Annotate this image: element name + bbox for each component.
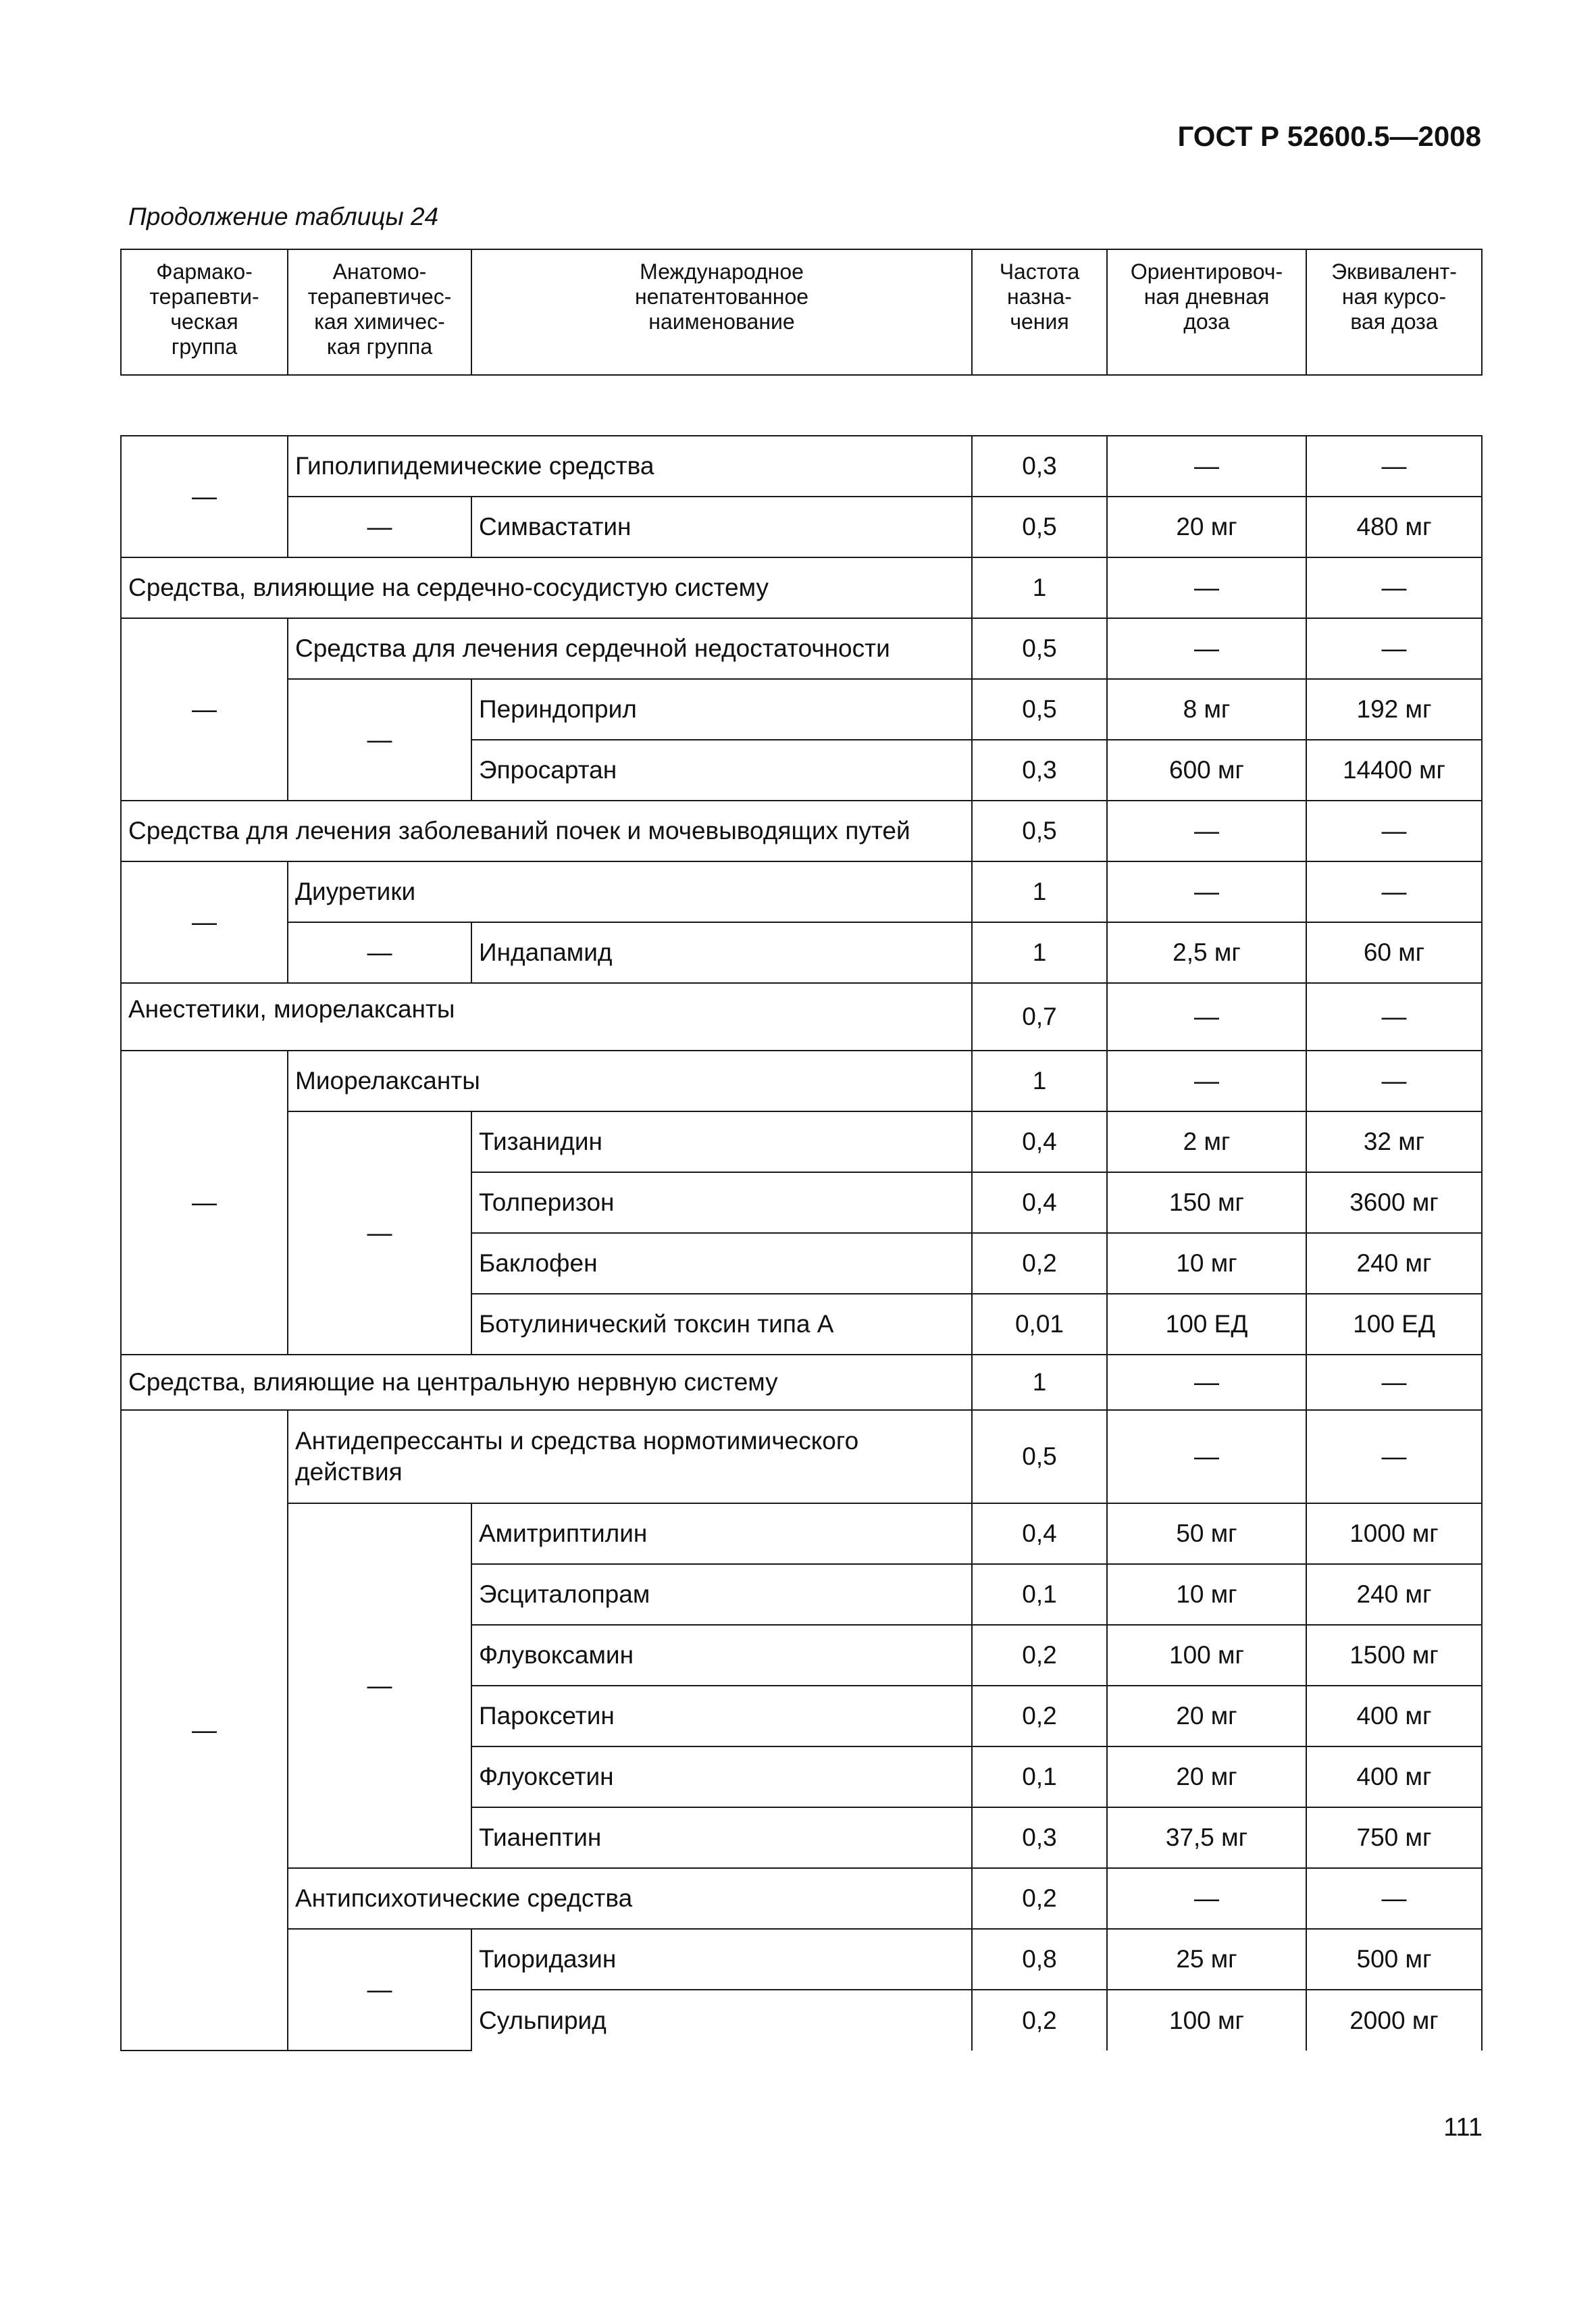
table-row [121, 861, 1482, 922]
daily-dose-cell: 25 мг [1107, 1929, 1306, 1990]
course-dose-cell: 400 мг [1306, 1686, 1482, 1746]
header-gap-row [121, 375, 1482, 436]
course-dose-cell: — [1306, 801, 1482, 861]
course-dose-cell: 240 мг [1306, 1233, 1482, 1294]
frequency-cell: 0,3 [972, 1807, 1107, 1868]
frequency-cell: 0,01 [972, 1294, 1107, 1355]
course-dose-cell: 240 мг [1306, 1564, 1482, 1625]
group-dash: — [121, 436, 288, 557]
frequency-cell: 0,1 [972, 1564, 1107, 1625]
atc-dash: — [288, 497, 471, 557]
table-row [121, 1111, 1482, 1172]
daily-dose-cell: — [1107, 1868, 1306, 1929]
daily-dose-cell: — [1107, 1355, 1306, 1410]
drug-name: Пароксетин [471, 1686, 972, 1746]
atc-dash: — [288, 922, 471, 983]
table-row [121, 436, 1482, 497]
atc-dash: — [288, 1111, 471, 1355]
drug-name: Амитриптилин [471, 1503, 972, 1564]
course-dose-cell: — [1306, 983, 1482, 1051]
group-dash: — [121, 1051, 288, 1355]
group-dash: — [121, 618, 288, 801]
daily-dose-cell: 10 мг [1107, 1564, 1306, 1625]
table-row [121, 557, 1482, 618]
daily-dose-cell: 2,5 мг [1107, 922, 1306, 983]
frequency-cell: 0,5 [972, 618, 1107, 679]
daily-dose-cell: 100 мг [1107, 1990, 1306, 2051]
drug-name: Толперизон [471, 1172, 972, 1233]
course-dose-cell: — [1306, 861, 1482, 922]
table-row [121, 922, 1482, 983]
atc-dash: — [288, 1503, 471, 1868]
group-label: Средства, влияющие на сердечно-сосудистую систему [121, 557, 972, 618]
daily-dose-cell: 50 мг [1107, 1503, 1306, 1564]
table-row [121, 1503, 1482, 1564]
daily-dose-cell: 37,5 мг [1107, 1807, 1306, 1868]
daily-dose-cell: 2 мг [1107, 1111, 1306, 1172]
atc-dash: — [288, 1929, 471, 2051]
group-label: Средства, влияющие на центральную нервную систему [121, 1355, 972, 1410]
course-dose-cell: 14400 мг [1306, 740, 1482, 801]
drug-name: Баклофен [471, 1233, 972, 1294]
daily-dose-cell: — [1107, 557, 1306, 618]
table-row [121, 983, 1482, 1051]
course-dose-cell: 400 мг [1306, 1746, 1482, 1807]
subgroup-label: Диуретики [288, 861, 972, 922]
frequency-cell: 0,5 [972, 801, 1107, 861]
daily-dose-cell: — [1107, 983, 1306, 1051]
daily-dose-cell: — [1107, 861, 1306, 922]
group-dash: — [121, 1410, 288, 2051]
drug-table [120, 249, 1483, 2051]
table-caption: Продолжение таблицы 24 [128, 203, 439, 230]
table-row [121, 497, 1482, 557]
daily-dose-cell: 10 мг [1107, 1233, 1306, 1294]
course-dose-cell: — [1306, 1355, 1482, 1410]
frequency-cell: 0,2 [972, 1625, 1107, 1686]
frequency-cell: 0,2 [972, 1686, 1107, 1746]
table-row [121, 1868, 1482, 1929]
frequency-cell: 0,3 [972, 740, 1107, 801]
drug-name: Ботулинический токсин типа А [471, 1294, 972, 1355]
table-header-row [121, 249, 1482, 375]
course-dose-cell: 1500 мг [1306, 1625, 1482, 1686]
group-dash: — [121, 861, 288, 983]
daily-dose-cell: 100 ЕД [1107, 1294, 1306, 1355]
column-header-pharmacotherapeutic-group: Фармако- терапевти- ческая группа [121, 249, 288, 375]
drug-name: Тиоридазин [471, 1929, 972, 1990]
group-label: Средства для лечения заболеваний почек и мочевыводящих путей [121, 801, 972, 861]
course-dose-cell: 32 мг [1306, 1111, 1482, 1172]
course-dose-cell: 1000 мг [1306, 1503, 1482, 1564]
group-label: Анестетики, миорелаксанты [121, 983, 972, 1051]
column-header-atc-group: Анатомо- терапевтичес- кая химичес- кая группа [288, 249, 471, 375]
table-row [121, 1410, 1482, 1503]
course-dose-cell: 100 ЕД [1306, 1294, 1482, 1355]
frequency-cell: 1 [972, 861, 1107, 922]
page-number: 111 [1443, 2113, 1483, 2142]
course-dose-cell: 480 мг [1306, 497, 1482, 557]
table-row [121, 1929, 1482, 1990]
daily-dose-cell: 20 мг [1107, 497, 1306, 557]
frequency-cell: 0,5 [972, 1410, 1107, 1503]
subgroup-label: Средства для лечения сердечной недостаточности [288, 618, 972, 679]
subgroup-label: Антипсихотические средства [288, 1868, 972, 1929]
course-dose-cell: 3600 мг [1306, 1172, 1482, 1233]
atc-dash: — [288, 679, 471, 801]
frequency-cell: 1 [972, 1355, 1107, 1410]
daily-dose-cell: 20 мг [1107, 1686, 1306, 1746]
frequency-cell: 0,2 [972, 1868, 1107, 1929]
frequency-cell: 0,2 [972, 1233, 1107, 1294]
frequency-cell: 0,4 [972, 1111, 1107, 1172]
column-header-frequency: Частота назна- чения [972, 249, 1107, 375]
subgroup-label: Гиполипидемические средства [288, 436, 972, 497]
drug-name: Флуоксетин [471, 1746, 972, 1807]
course-dose-cell: 192 мг [1306, 679, 1482, 740]
course-dose-cell: 2000 мг [1306, 1990, 1482, 2051]
course-dose-cell: 750 мг [1306, 1807, 1482, 1868]
frequency-cell: 1 [972, 1051, 1107, 1111]
daily-dose-cell: 20 мг [1107, 1746, 1306, 1807]
document-standard-number: ГОСТ Р 52600.5—2008 [1177, 120, 1481, 152]
drug-name: Индапамид [471, 922, 972, 983]
course-dose-cell: 60 мг [1306, 922, 1482, 983]
table-row [121, 1051, 1482, 1111]
drug-name: Тизанидин [471, 1111, 972, 1172]
table-row [121, 801, 1482, 861]
daily-dose-cell: — [1107, 436, 1306, 497]
table-row [121, 618, 1482, 679]
course-dose-cell: — [1306, 557, 1482, 618]
frequency-cell: 0,3 [972, 436, 1107, 497]
drug-name: Симвастатин [471, 497, 972, 557]
column-header-inn: Международное непатентованное наименование [471, 249, 972, 375]
drug-name: Флувоксамин [471, 1625, 972, 1686]
course-dose-cell: — [1306, 618, 1482, 679]
table-row [121, 679, 1482, 740]
drug-name: Сульпирид [471, 1990, 972, 2051]
daily-dose-cell: 600 мг [1107, 740, 1306, 801]
daily-dose-cell: — [1107, 1051, 1306, 1111]
drug-name: Эсциталопрам [471, 1564, 972, 1625]
course-dose-cell: — [1306, 436, 1482, 497]
course-dose-cell: — [1306, 1410, 1482, 1503]
course-dose-cell: 500 мг [1306, 1929, 1482, 1990]
daily-dose-cell: — [1107, 1410, 1306, 1503]
drug-name: Тианептин [471, 1807, 972, 1868]
drug-name: Эпросартан [471, 740, 972, 801]
daily-dose-cell: 150 мг [1107, 1172, 1306, 1233]
frequency-cell: 1 [972, 557, 1107, 618]
course-dose-cell: — [1306, 1868, 1482, 1929]
column-header-course-dose: Эквивалент- ная курсо- вая доза [1306, 249, 1482, 375]
frequency-cell: 0,5 [972, 497, 1107, 557]
daily-dose-cell: 100 мг [1107, 1625, 1306, 1686]
drug-name: Периндоприл [471, 679, 972, 740]
daily-dose-cell: — [1107, 801, 1306, 861]
daily-dose-cell: 8 мг [1107, 679, 1306, 740]
frequency-cell: 0,5 [972, 679, 1107, 740]
frequency-cell: 0,1 [972, 1746, 1107, 1807]
frequency-cell: 0,7 [972, 983, 1107, 1051]
daily-dose-cell: — [1107, 618, 1306, 679]
frequency-cell: 0,8 [972, 1929, 1107, 1990]
table-row [121, 1355, 1482, 1410]
subgroup-label: Антидепрессанты и средства нормотимического действия [288, 1410, 972, 1503]
column-header-daily-dose: Ориентировоч- ная дневная доза [1107, 249, 1306, 375]
frequency-cell: 0,4 [972, 1503, 1107, 1564]
frequency-cell: 1 [972, 922, 1107, 983]
course-dose-cell: — [1306, 1051, 1482, 1111]
frequency-cell: 0,2 [972, 1990, 1107, 2051]
subgroup-label: Миорелаксанты [288, 1051, 972, 1111]
frequency-cell: 0,4 [972, 1172, 1107, 1233]
